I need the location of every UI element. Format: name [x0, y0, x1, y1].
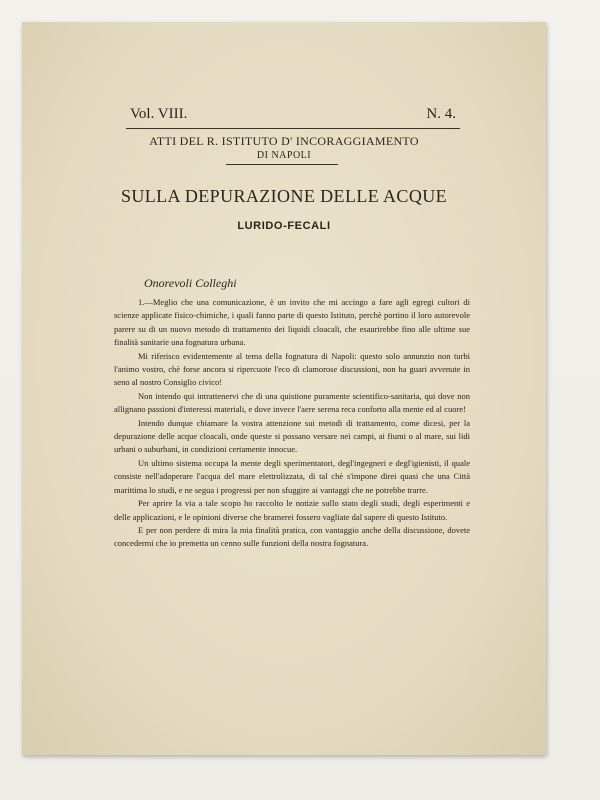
paragraph: Non intendo qui intrattenervi che di una quistione puramente scientifico-sanitaria, qui dove non allignano passioni d'interessi materiali, e dove invece l'aere serena reca conforto alla mente ed al cuore!: [114, 390, 470, 415]
paragraph: Un ultimo sistema occupa la mente degli sperimentatori, degl'ingegneri e degl'igienisti, il quale consiste nell'adoperare l'acqua del mare elettrolizzata, di tal chè s'impone direi quasi che una Città marittima lo studi, e ne segua i progressi per non sfuggire ai vantaggi che ne potrebbe trarre.: [114, 457, 470, 495]
journal-city: DI NAPOLI: [256, 150, 312, 161]
body-text: [114, 296, 470, 551]
document-page: [22, 22, 546, 755]
issue-header: [130, 106, 456, 128]
issue-number: N. 4.: [426, 106, 456, 122]
paragraph: Per aprire la via a tale scopo ho raccolto le notizie sullo stato degli studi, degli esperimenti e delle applicazioni, e le opinioni diverse che bramerei fossero vagliate dal sapere di questo Istituto.: [114, 498, 470, 522]
paragraph: Mi riferisco evidentemente al tema della fognatura di Napoli: questo solo annunzio non turbi l'animo vostro, chè forse ancora si ripercuote l'eco di clamorose discussioni, non ha guari avvenute in seno al nostro Consiglio civico!: [114, 350, 470, 388]
document-subtitle: LURIDO-FECALI: [237, 220, 331, 232]
salutation: Onorevoli Colleghi: [144, 276, 237, 290]
document-title: SULLA DEPURAZIONE DELLE ACQUE: [120, 186, 448, 206]
paragraph: 1.—Meglio che una comunicazione, è un invito che mi accingo a fare agli egregi cultori di scienze applicate fisico-chimiche, i quali fanno parte di questo Istituto, perchè portino il loro autorevole parere su di un nuovo metodo di trattamento dei liquidi cloacali, che esaurirebbe fino alle ultime sue finalità sanitarie una fognatura urbana.: [114, 297, 470, 348]
paragraph: E per non perdere di mira la mia finalità pratica, con vantaggio anche della discussione, dovete concedermi che io premetta un cenno sulle funzioni della nostra fognatura.: [114, 524, 470, 549]
short-rule: [226, 164, 338, 165]
header-rule: [126, 128, 460, 129]
journal-name: ATTI DEL R. ISTITUTO D' INCORAGGIAMENTO: [149, 134, 419, 148]
paragraph: Intendo dunque chiamare la vostra attenzione sui metodi di trattamento, come dicesi, per la depurazione delle acque cloacali, onde queste si possano versare nei campi, ai fiumi o al mare, sui lidi urbani o suburbani, in condizioni certamente innocue.: [114, 417, 470, 455]
volume-label: Vol. VIII.: [130, 106, 188, 122]
